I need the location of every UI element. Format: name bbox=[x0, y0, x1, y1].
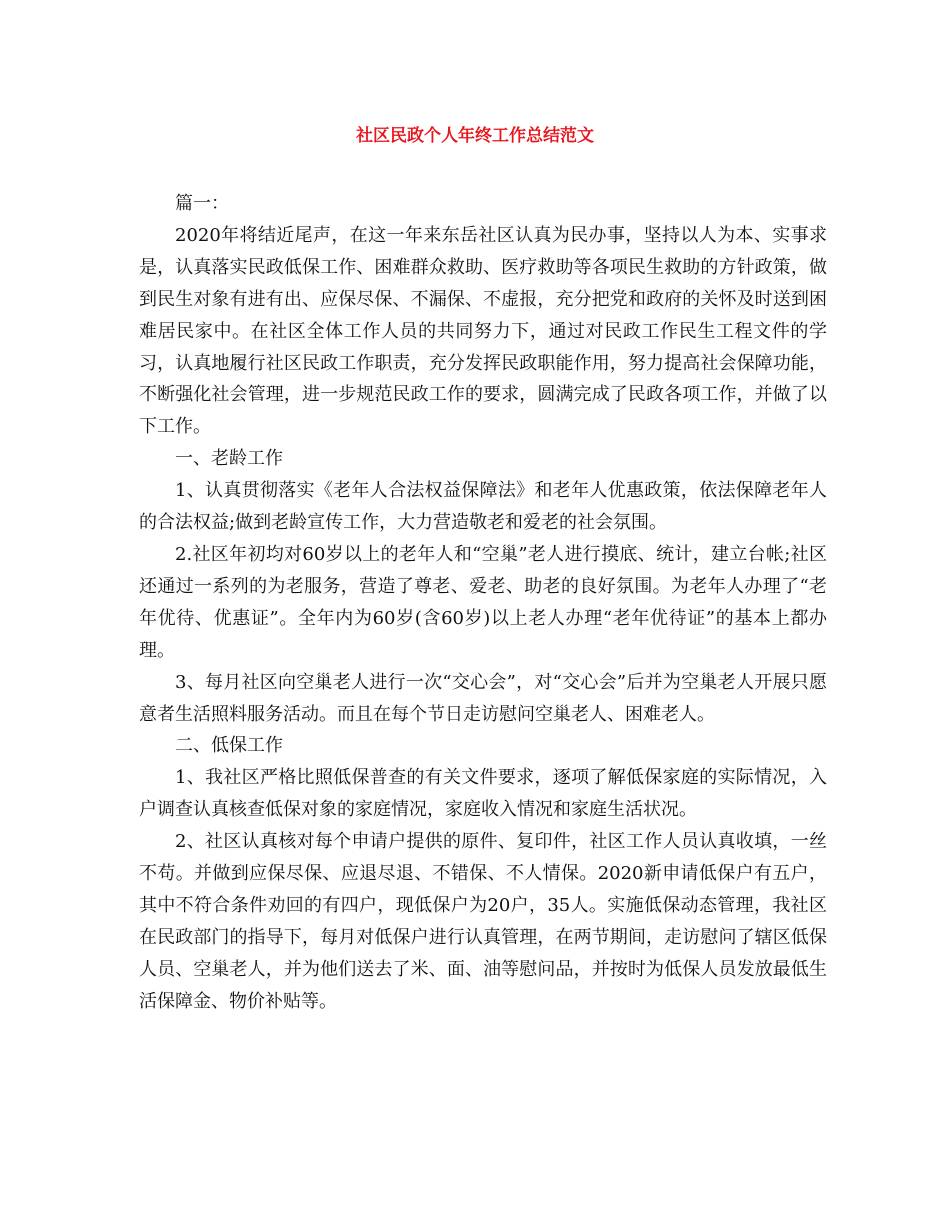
subsistence-item-1: 1、我社区严格比照低保普查的有关文件要求，逐项了解低保家庭的实际情况，入户调查认真核查低保对象的家庭情况，家庭收入情况和家庭生活状况。 bbox=[139, 767, 827, 821]
section-heading-subsistence: 二、低保工作 bbox=[175, 735, 283, 757]
intro-paragraph: 2020年将结近尾声，在这一年来东岳社区认真为民办事，坚持以人为本、实事求是，认真落实民政低保工作、困难群众救助、医疗救助等各项民生救助的方针政策，做到民生对象有进有出、应保尽保、不漏保、不虚报，充分把党和政府的关怀及时送到困难居民家中。在社区全体工作人员的共同努力下，通过对民政工作民生工程文件的学习，认真地履行社区民政工作职责，充分发挥民政职能作用，努力提高社会保障功能，不断强化社会管理，进一步规范民政工作的要求，圆满完成了民政各项工作，并做了以下工作。 bbox=[139, 224, 827, 438]
subsistence-item-2: 2、社区认真核对每个申请户提供的原件、复印件，社区工作人员认真收填，一丝不苟。并做到应保尽保、应退尽退、不错保、不人情保。2020新申请低保户有五户，其中不符合条件劝回的有四户，现低保户为20户，35人。实施低保动态管理，我社区在民政部门的指导下，每月对低保户进行认真管理，在两节期间，走访慰问了辖区低保人员、空巢老人，并为他们送去了米、面、油等慰问品，并按时为低保人员发放最低生活保障金、物价补贴等。 bbox=[139, 831, 827, 1012]
section-heading-elderly: 一、老龄工作 bbox=[175, 448, 283, 470]
section-label: 篇一： bbox=[175, 193, 229, 214]
elderly-item-3: 3、每月社区向空巢老人进行一次“交心会”，对“交心会”后并为空巢老人开展只愿意者生活照料服务活动。而且在每个节日走访慰问空巢老人、困难老人。 bbox=[139, 671, 827, 725]
document-body bbox=[139, 188, 827, 1018]
document-title: 社区民政个人年终工作总结范文 bbox=[356, 126, 594, 146]
elderly-item-1: 1、认真贯彻落实《老年人合法权益保障法》和老年人优惠政策，依法保障老年人的合法权益;做到老龄宣传工作，大力营造敬老和爱老的社会氛围。 bbox=[139, 480, 827, 534]
elderly-item-2: 2.社区年初均对60岁以上的老年人和“空巢”老人进行摸底、统计，建立台帐;社区还通过一系列的为老服务，营造了尊老、爱老、助老的良好氛围。为老年人办理了“老年优待、优惠证”。全年内为60岁(含60岁)以上老人办理“老年优待证”的基本上都办理。 bbox=[139, 543, 827, 661]
